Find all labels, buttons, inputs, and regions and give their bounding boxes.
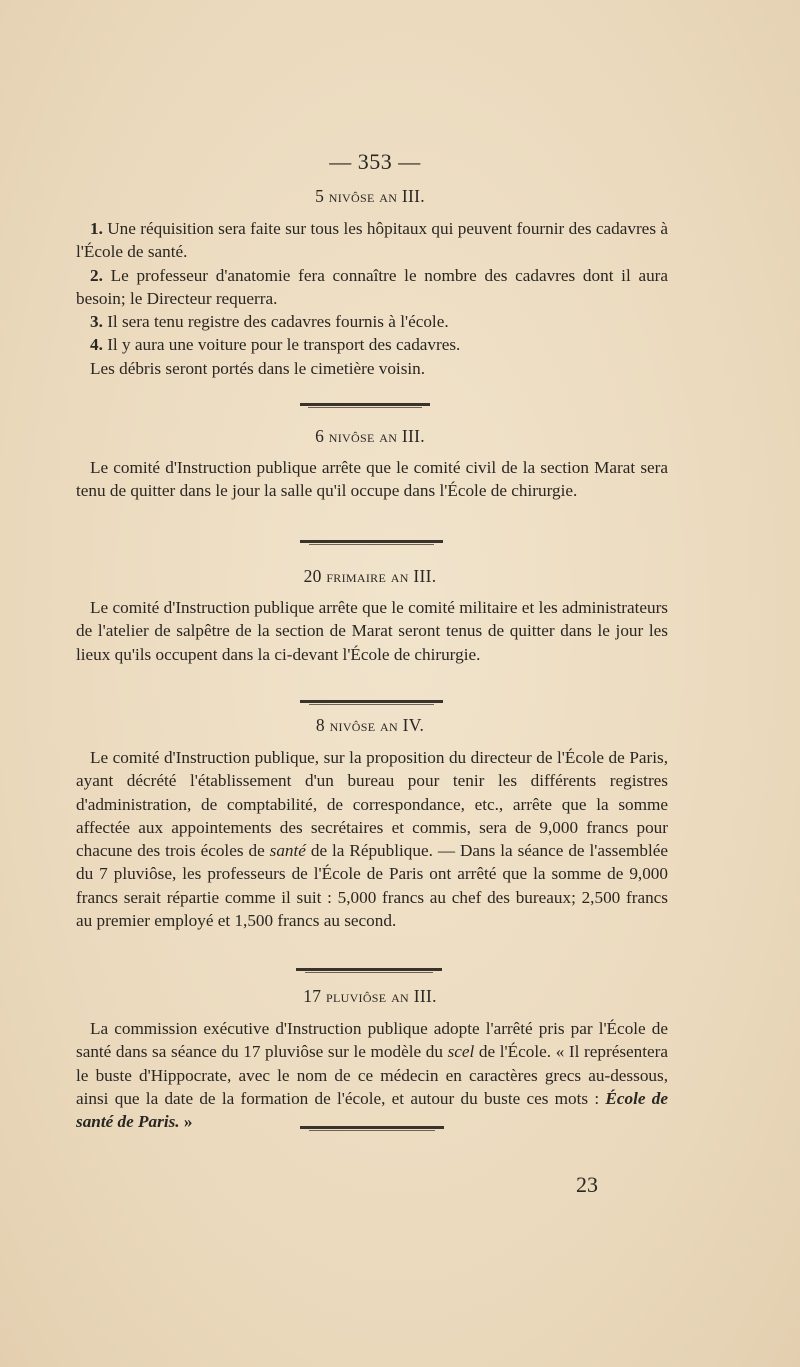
section-date-3: 20 frimaire an III. (303, 566, 437, 586)
paragraph: Le comité d'Instruction publique arrête que le comité militaire et les administrateurs de l'atelier de salpêtre de la section de Marat seront tenus de quitter dans le jour les lieux qu'ils occupent dans la ci-devant l'École de chirurgie. (76, 598, 668, 664)
section-date-1: 5 nivôse an III. (315, 186, 425, 206)
section-divider (300, 700, 443, 703)
signature-mark: 23 (576, 1172, 598, 1197)
section-body-2 (76, 456, 668, 503)
section-body-1 (76, 217, 668, 380)
section-date-2: 6 nivôse an III. (315, 426, 425, 446)
section-divider (300, 403, 430, 406)
paragraph: Le comité d'Instruction publique arrête que le comité civil de la section Marat sera tenu de quitter dans le jour la salle qu'il occupe dans l'École de chirurgie. (76, 458, 668, 501)
section-date-5: 17 pluviôse an III. (303, 986, 437, 1006)
article-5: Les débris seront portés dans le cimetière voisin. (90, 358, 426, 378)
section-body-3 (76, 596, 668, 666)
page-number: — 353 — (329, 149, 421, 174)
section-divider (296, 968, 442, 971)
section-date-4: 8 nivôse an IV. (315, 715, 425, 735)
paragraph: Le comité d'Instruction publique, sur la proposition du directeur de l'École de Paris, ayant décrété l'établissement d'un bureau pour tenir les différents registres d'administration, de comptabilité, de correspondance, etc., arrête que la somme affectée aux appointements des secrétaires et commis, sera de 9,000 francs pour chacune des trois écoles de santé de la République. — Dans la séance de l'assemblée du 7 pluviôse, les professeurs de l'École de Paris ont arrêté que la somme de 9,000 francs serait répartie comme il suit : 5,000 francs au chef des bureaux; 2,500 francs au premier employé et 1,500 francs au second. (76, 748, 668, 931)
section-body-4 (76, 746, 668, 932)
article-4: 4. Il y aura une voiture pour le transport des cadavres. (90, 335, 461, 355)
section-divider (300, 540, 443, 543)
article-1: 1. Une réquisition sera faite sur tous les hôpitaux qui peuvent fournir des cadavres à l'École de santé. (76, 219, 668, 262)
section-body-5 (76, 1017, 668, 1133)
section-divider (300, 1126, 444, 1129)
article-2: 2. Le professeur d'anatomie fera connaître le nombre des cadavres dont il aura besoin; le Directeur requerra. (76, 265, 669, 308)
paragraph: La commission exécutive d'Instruction publique adopte l'arrêté pris par l'École de santé dans sa séance du 17 pluviôse sur le modèle du scel de l'École. « Il représentera le buste d'Hippocrate, avec le nom de ce médecin en caractères grecs au-dessous, ainsi que la date de la formation de l'école, et autour du buste ces mots : École de santé de Paris. » (76, 1019, 668, 1132)
article-3: 3. Il sera tenu registre des cadavres fournis à l'école. (90, 312, 449, 332)
